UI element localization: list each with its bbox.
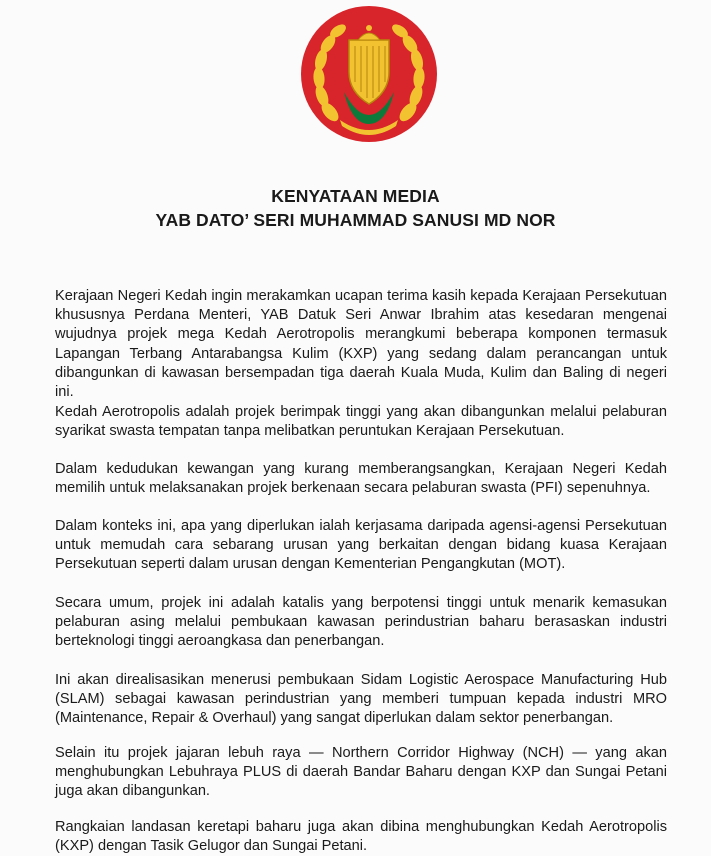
paragraph: Kerajaan Negeri Kedah ingin merakamkan ucapan terima kasih kepada Kerajaan Persekutuan khususnya Perdana Menteri, YAB Datuk Seri Anwar Ibrahim atas kesedaran mengenai wujudnya projek mega Kedah Aerotropolis merangkumi beberapa komponen termasuk Lapangan Terbang Antarabangsa Kulim (KXP) yang sedang dalam perancangan untuk dibangunkan di kawasan bersempadan tiga daerah Kuala Muda, Kulim dan Baling di negeri ini. xyxy=(55,288,667,401)
paragraph: Dalam kedudukan kewangan yang kurang memberangsangkan, Kerajaan Negeri Kedah memilih untuk melaksanakan projek berkenaan secara pelaburan swasta (PFI) sepenuhnya. xyxy=(55,461,667,497)
paragraph: Dalam konteks ini, apa yang diperlukan ialah kerjasama daripada agensi-agensi Persekutuan untuk memudah cara sebarang urusan yang berkaitan dengan bidang kuasa Kerajaan Persekutuan seperti dalam urusan dengan Kementerian Pengangkutan (MOT). xyxy=(55,518,667,573)
page-title: KENYATAAN MEDIA xyxy=(271,186,440,206)
paragraph: Selain itu projek jajaran lebuh raya — Northern Corridor Highway (NCH) — yang akan menghubungkan Lebuhraya PLUS di daerah Bandar Baharu dengan KXP dan Sungai Petani juga akan dibangunkan. xyxy=(55,745,667,800)
paragraph: Ini akan direalisasikan menerusi pembukaan Sidam Logistic Aerospace Manufacturing Hub (SLAM) sebagai kawasan perindustrian yang memberi tumpuan kepada industri MRO (Maintenance, Repair & Overhaul) yang sangat diperlukan dalam sektor penerbangan. xyxy=(55,672,667,727)
kedah-state-emblem xyxy=(300,0,438,152)
paragraph: Rangkaian landasan keretapi baharu juga akan dibina menghubungkan Kedah Aerotropolis (KXP) dengan Tasik Gelugor dan Sungai Petani. xyxy=(55,819,667,855)
paragraph: Kedah Aerotropolis adalah projek berimpak tinggi yang akan dibangunkan melalui pelaburan syarikat swasta tempatan tanpa melibatkan peruntukan Kerajaan Persekutuan. xyxy=(55,404,667,440)
paragraph: Secara umum, projek ini adalah katalis yang berpotensi tinggi untuk menarik kemasukan pelaburan asing melalui pembukaan kawasan perindustrian baharu berasaskan industri berteknologi tinggi aeroangkasa dan penerbangan. xyxy=(55,595,667,650)
page-subtitle: YAB DATO’ SERI MUHAMMAD SANUSI MD NOR xyxy=(155,210,556,230)
